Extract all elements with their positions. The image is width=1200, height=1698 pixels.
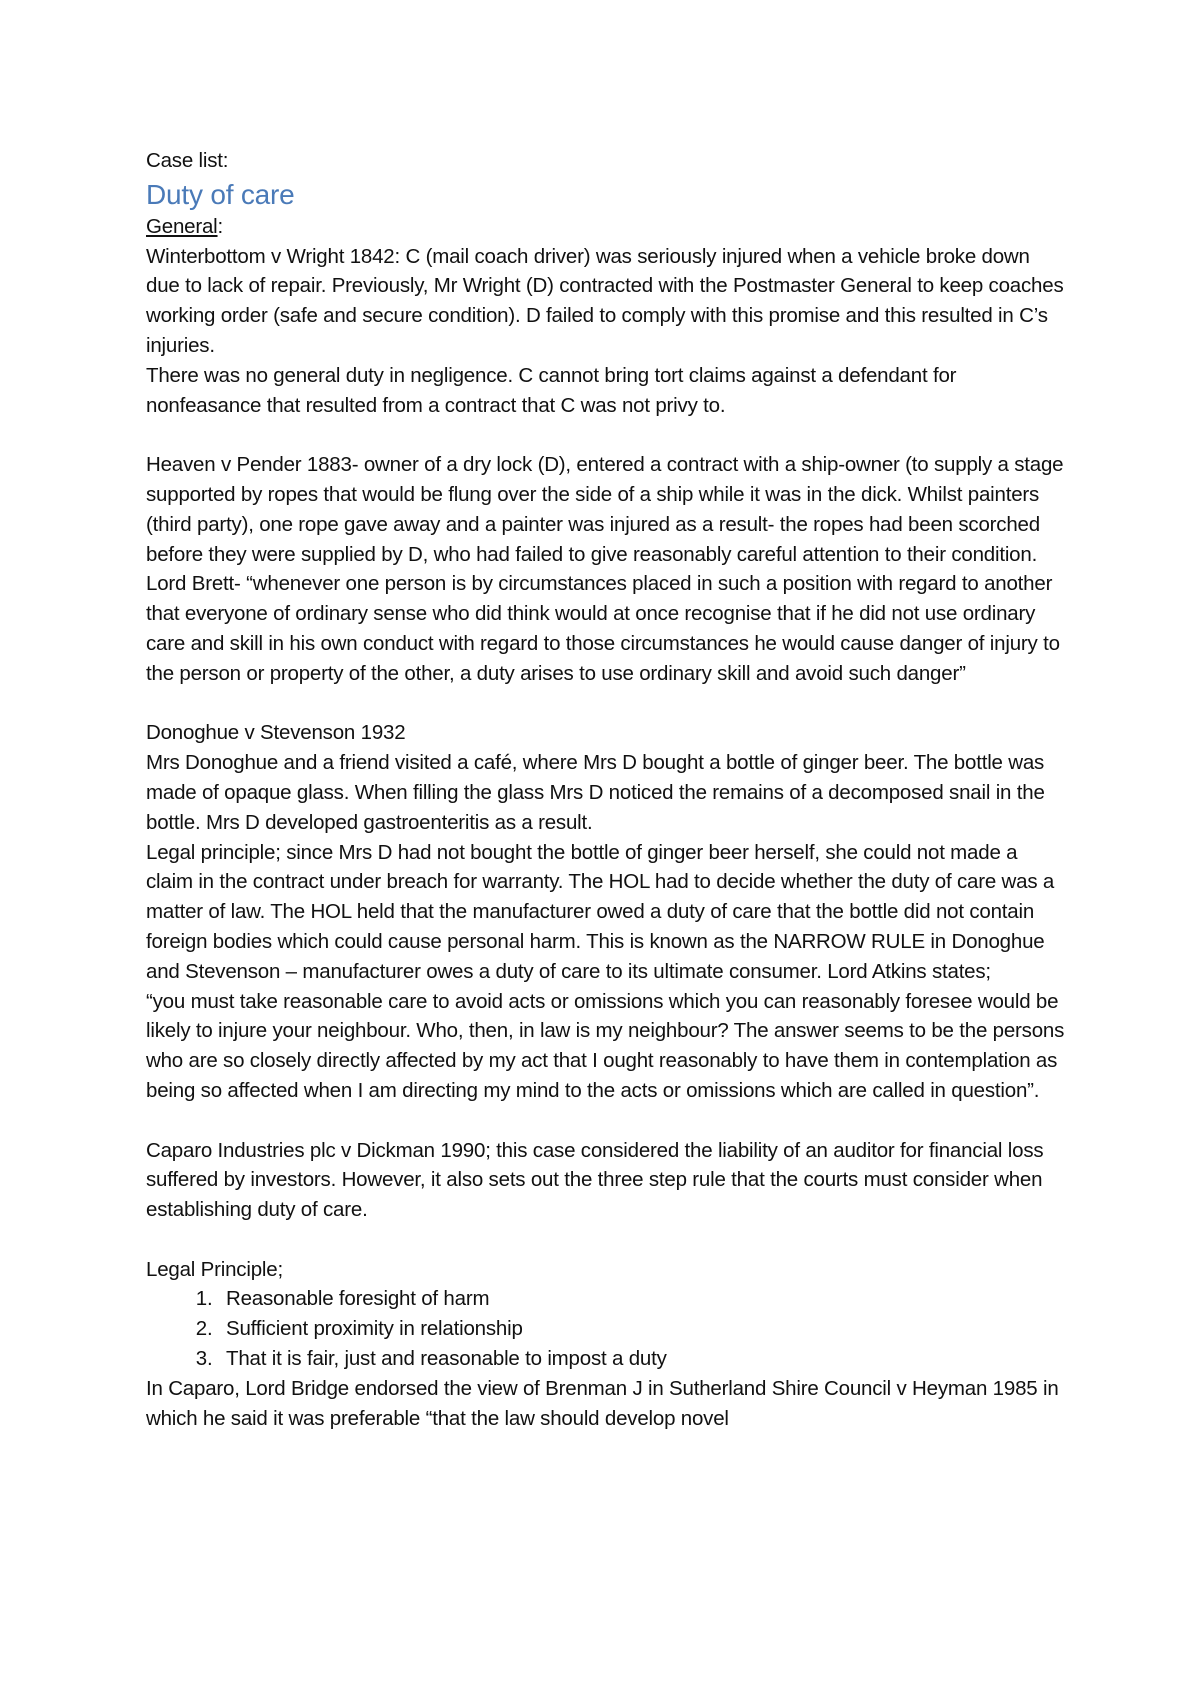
section-heading-duty-of-care: Duty of care [146,178,295,210]
list-item: 2. Sufficient proximity in relationship [218,1314,1066,1344]
caparo-steps-list [146,1284,1066,1373]
list-item: 1. Reasonable foresight of harm [218,1284,1066,1314]
heaven-summary: Heaven v Pender 1883- owner of a dry lock (D), entered a contract with a ship-owner (to supply a stage supported by ropes that would be flung over the side of a ship while it was in the dick. Whilst painters (third party), one rope gave away and a painter was injured as a result- the ropes had been scorched before they were supplied by D, who had failed to give reasonably careful attention to their condition. [146,453,1064,566]
general-label: General [146,214,218,238]
donoghue-facts: Mrs Donoghue and a friend visited a café, where Mrs D bought a bottle of ginger beer. The bottle was made of opaque glass. When filling the glass Mrs D noticed the remains of a decomposed snail in the bottle. Mrs D developed gastroenteritis as a result. [146,751,1045,834]
caparo-summary: Caparo Industries plc v Dickman 1990; this case considered the liability of an auditor for financial loss suffered by investors. However, it also sets out the three step rule that the courts must consider when establishing duty of care. [146,1138,1044,1222]
case-list-label: Case list: [146,149,229,172]
winterbottom-principle: There was no general duty in negligence. C cannot bring tort claims against a defendant for nonfeasance that resulted from a contract that C was not privy to. [146,363,957,417]
blank-line [146,1225,1066,1255]
blank-line [146,689,1066,719]
donoghue-title: Donoghue v Stevenson 1932 [146,721,406,745]
blank-line [146,420,1066,450]
general-colon: : [217,214,224,238]
donoghue-quote: “you must take reasonable care to avoid acts or omissions which you can reasonably foresee would be likely to injure your neighbour. Who, then, in law is my neighbour? The answer seems to be the persons who are so closely directly affected by my act that I ought reasonably to have them in contemplation as being so affected when I am directing my mind to the acts or omissions which are called in question”. [146,989,1065,1102]
document-body [146,146,1066,1433]
heaven-quote: Lord Brett- “whenever one person is by circumstances placed in such a position with regard to another that everyone of ordinary sense who did think would at once recognise that if he did not use ordinary care and skill in his own conduct with regard to those circumstances he would cause danger of injury to the person or property of the other, a duty arises to use ordinary skill and avoid such danger” [146,572,1060,685]
list-item: 3. That it is fair, just and reasonable to impost a duty [218,1344,1066,1374]
donoghue-principle: Legal principle; since Mrs D had not bought the bottle of ginger beer herself, she could not made a claim in the contract under breach for warranty. The HOL had to decide whether the duty of care was a matter of law. The HOL held that the manufacturer owed a duty of care that the bottle did not contain foreign bodies which could cause personal harm. This is known as the NARROW RULE in Donoghue and Stevenson – manufacturer owes a duty of care to its ultimate consumer. Lord Atkins states; [146,840,1055,983]
subheading-general [146,212,1066,242]
blank-line [146,1106,1066,1136]
caparo-closing: In Caparo, Lord Bridge endorsed the view of Brenman J in Sutherland Shire Council v Heyman 1985 in which he said it was preferable “that the law should develop novel [146,1376,1059,1430]
caparo-principle-label: Legal Principle; [146,1257,283,1281]
winterbottom-summary: Winterbottom v Wright 1842: C (mail coach driver) was seriously injured when a vehicle broke down due to lack of repair. Previously, Mr Wright (D) contracted with the Postmaster General to keep coaches working order (safe and secure condition). D failed to comply with this promise and this resulted in C’s injuries. [146,244,1064,357]
